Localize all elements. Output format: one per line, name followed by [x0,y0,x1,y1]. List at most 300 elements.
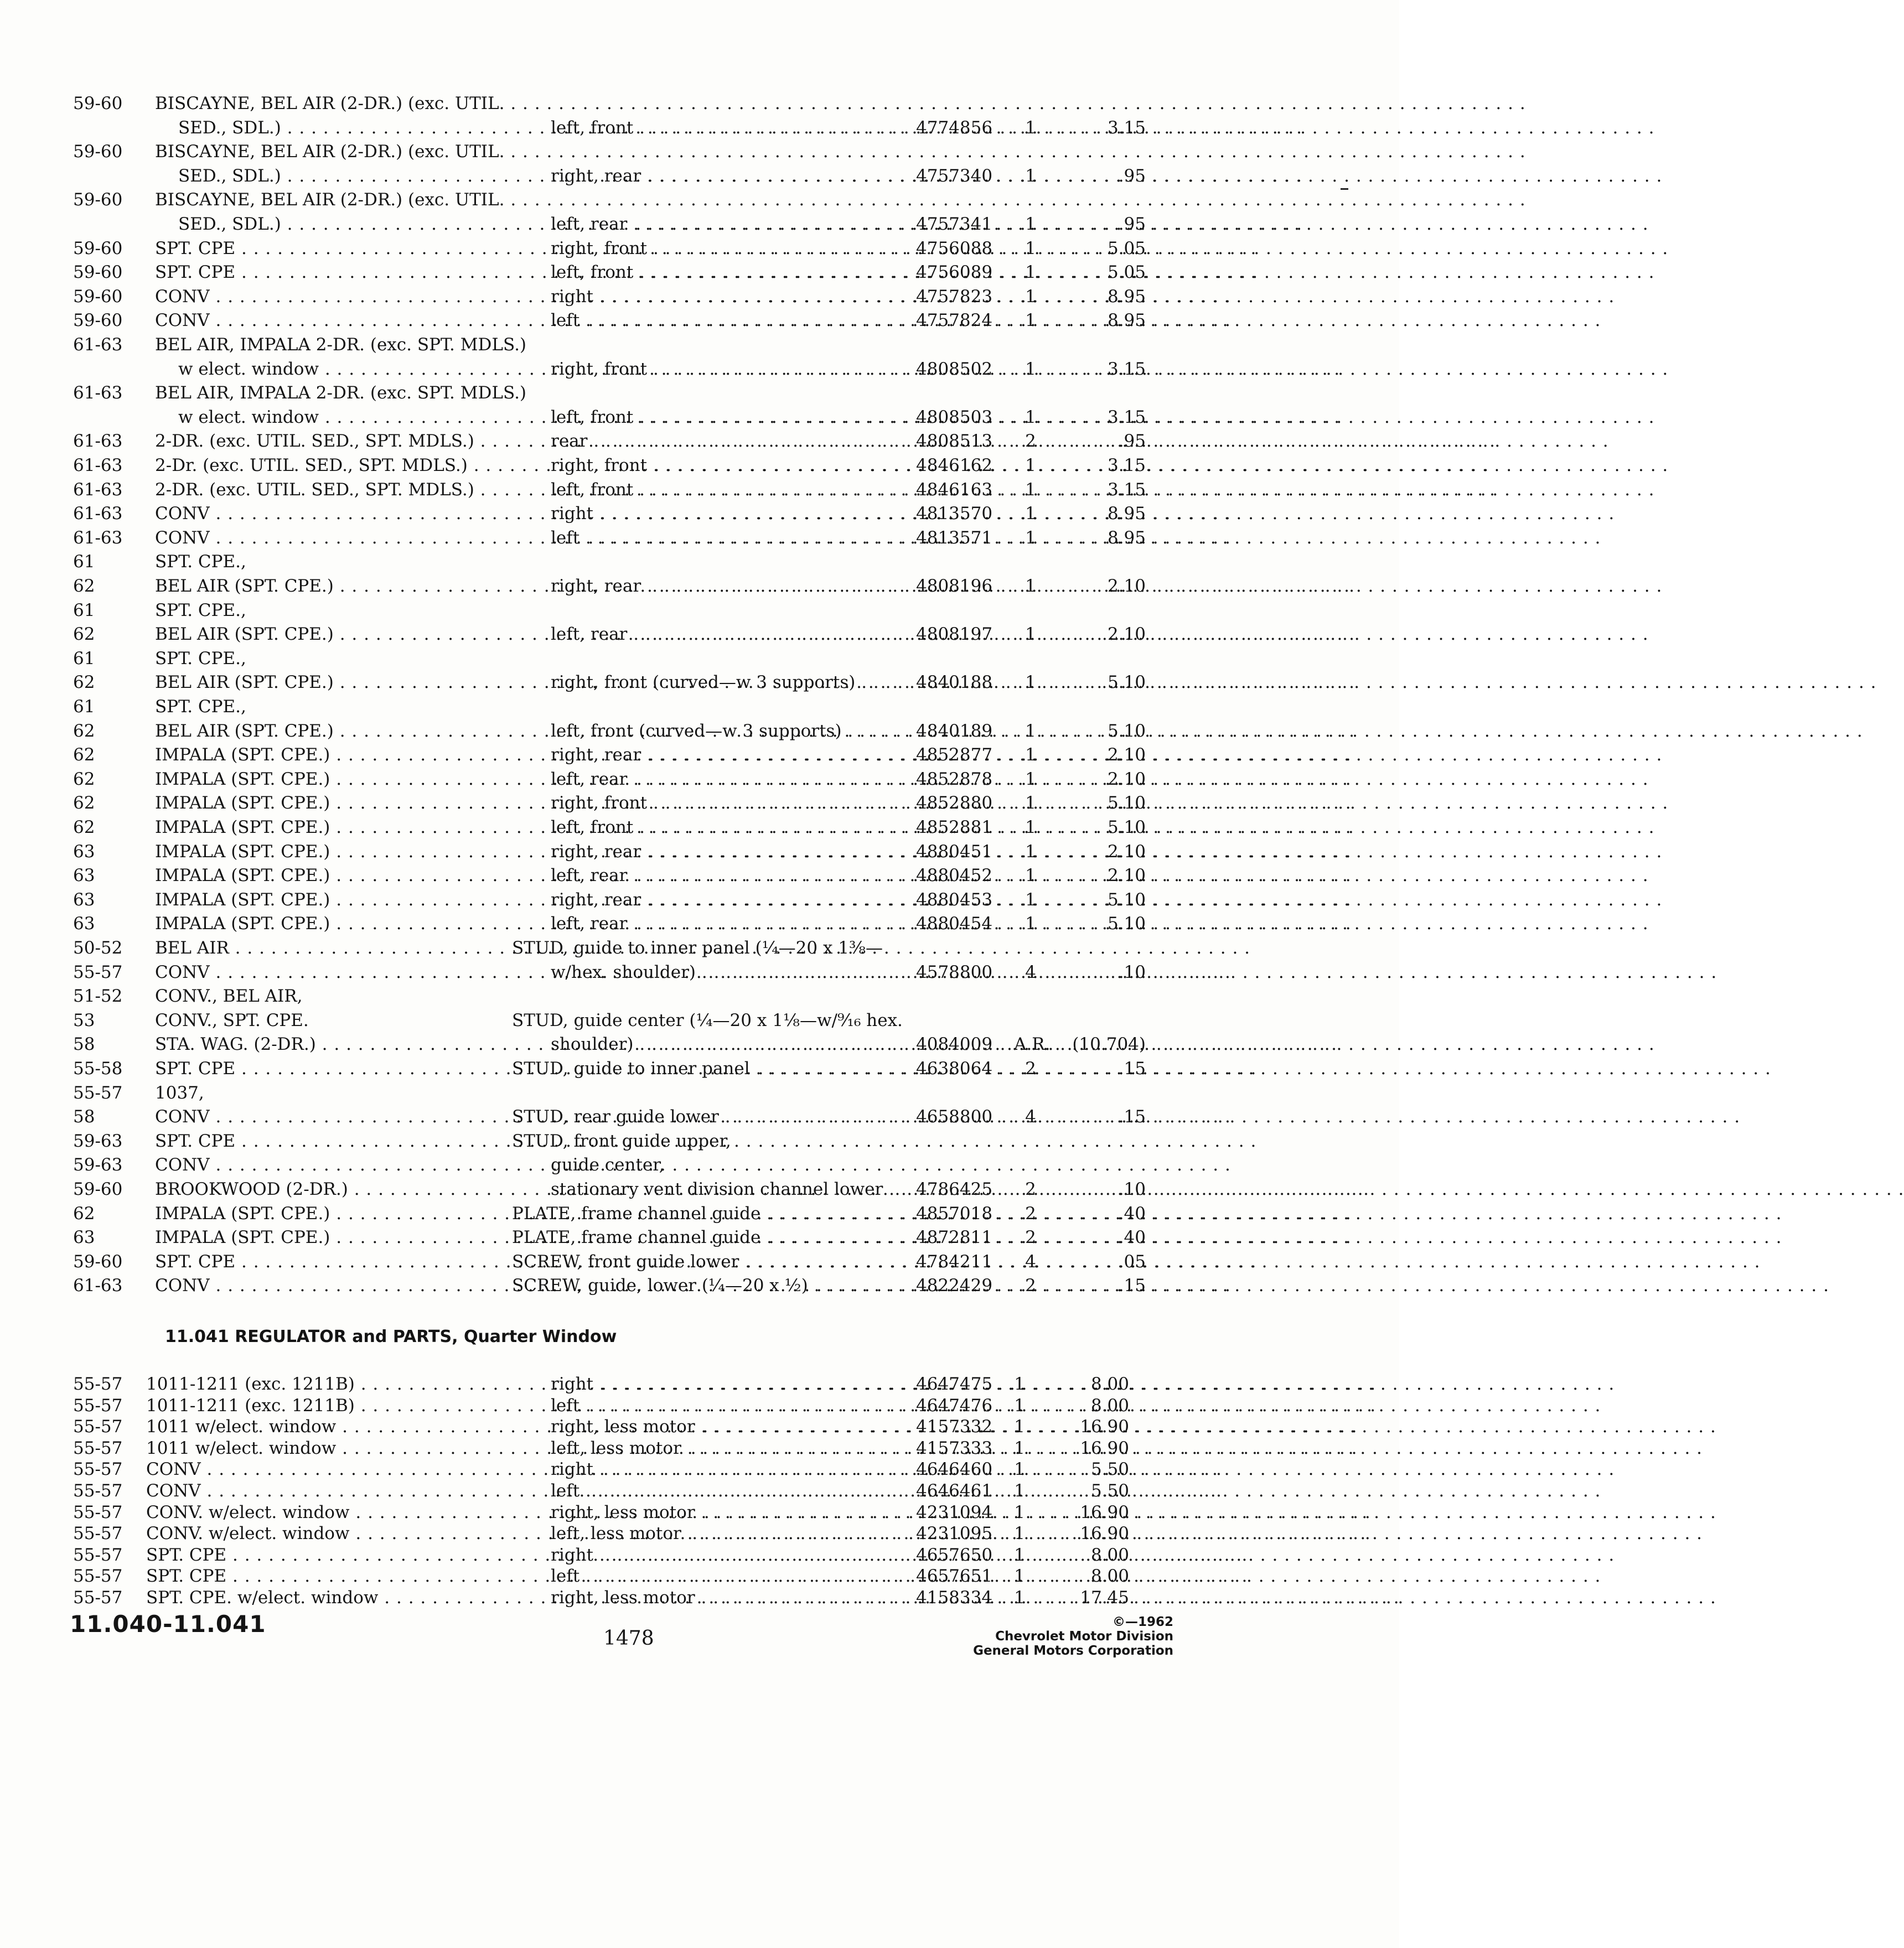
price-cell: .10 [1118,1179,1146,1199]
model-year-cell: 55-58 [73,1059,123,1079]
model-cell: BEL AIR . . . [155,936,498,960]
model-year-cell: 62 [73,745,95,765]
part-description-cell: shoulder) . . . [551,1033,899,1056]
model-year-cell: 59-63 [73,1131,123,1151]
part-description-cell: right, rear . . . [551,164,899,188]
part-description-cell: right, front . . . [551,791,899,815]
price-cell: 8.00 [1090,1566,1129,1587]
quantity-cell: 2 [1025,1059,1036,1079]
model-year-cell: 59-60 [73,310,123,331]
price-cell: 5.10 [1107,793,1146,814]
table-row [0,429,1399,453]
part-description-cell: left, rear . . . [551,623,899,646]
part-description-cell: right . . . [551,502,899,525]
model-cell: CONV . . . [155,1274,498,1297]
model-cell: SPT. CPE . . . [155,1250,498,1273]
model-year-cell: 61-63 [73,431,123,452]
part-number-cell: 4647476 [916,1395,993,1416]
model-cell: IMPALA (SPT. CPE.) . . . [155,888,498,911]
part-description-cell: STUD, front guide upper, [512,1131,731,1151]
page-number: 1478 [603,1627,654,1650]
table-row [0,188,1399,211]
quantity-cell: 1 [1014,1588,1025,1608]
part-description-cell: right, less motor . . . [551,1415,899,1438]
model-cell: IMPALA (SPT. CPE.) . . . [155,864,498,887]
model-cell: CONV., SPT. CPE. [155,1010,309,1030]
price-cell: 2.10 [1107,576,1146,596]
model-year-cell: 59-60 [73,286,123,307]
table-row [0,550,1399,573]
model-year-cell: 62 [73,1203,95,1224]
model-year-cell: 50-52 [73,938,123,958]
part-description-cell: left, front (curved—w 3 supports) . . . [551,719,899,743]
table-row [0,1153,1399,1177]
table-row [0,743,1399,766]
model-year-cell: 55-57 [73,1438,123,1458]
model-year-cell: 55-57 [73,1502,123,1522]
quantity-cell: 1 [1025,479,1036,500]
model-year-cell: 55-57 [73,1588,123,1608]
part-description-cell: left, front . . . [551,816,899,839]
table-row [0,1130,1399,1153]
price-cell: 8.95 [1107,310,1146,331]
model-cell: IMPALA (SPT. CPE.) . . . [155,1226,498,1249]
part-number-cell: 4846162 [916,455,993,475]
quantity-cell: 2 [1025,1276,1036,1296]
quantity-cell: 1 [1025,745,1036,765]
copyright-block [941,1615,1173,1658]
table-row [0,695,1399,718]
part-description-cell: PLATE, frame channel guide . . . [512,1202,861,1225]
copyright-year: ©—1962 [1112,1615,1173,1629]
table-row [0,1033,1399,1056]
part-description-cell: right, front (curved—w 3 supports) . . . [551,671,899,694]
part-description-cell: right . . . [551,1372,899,1396]
model-year-cell: 61-63 [73,383,123,403]
table-row [0,478,1399,501]
quantity-cell: 1 [1025,769,1036,789]
part-description-cell: left . . . [551,1394,899,1417]
model-year-cell: 63 [73,841,95,862]
part-description-cell: SCREW, guide, lower (¼—20 x ½) . . . [512,1274,861,1297]
part-number-cell: 4786425 [916,1179,993,1199]
table-row [0,1564,1399,1588]
price-cell: 5.10 [1107,914,1146,934]
table-row [0,1501,1399,1524]
part-number-cell: 4846163 [916,479,993,500]
quantity-cell: 1 [1025,455,1036,475]
price-cell: 5.10 [1107,889,1146,910]
model-year-cell: 62 [73,817,95,837]
quantity-cell: 1 [1025,286,1036,307]
price-cell: 3.15 [1107,479,1146,500]
model-cell: BEL AIR, IMPALA 2-DR. (exc. SPT. MDLS.) [155,383,527,403]
quantity-cell: 1 [1014,1438,1025,1458]
table-row [0,719,1399,743]
model-year-cell: 55-57 [73,1524,123,1544]
part-number-cell: 4578800 [916,962,993,982]
corporation-name: General Motors Corporation [973,1644,1173,1658]
model-year-cell: 62 [73,624,95,645]
price-cell: 8.00 [1090,1545,1129,1565]
part-description-cell: left . . . [551,526,899,550]
model-cell: 1011 w/elect. window . . . [146,1415,489,1438]
model-cell: BISCAYNE, BEL AIR (2-DR.) (exc. UTIL. . . . [155,188,498,211]
price-cell: 5.10 [1107,672,1146,693]
model-year-cell: 58 [73,1034,95,1055]
model-cell: BEL AIR (SPT. CPE.) . . . [155,671,498,694]
part-number-cell: 4647475 [916,1374,993,1394]
table-row [0,599,1399,622]
table-row [0,1202,1399,1225]
part-number-cell: 4638064 [916,1059,993,1079]
quantity-cell: 1 [1025,310,1036,331]
part-number-cell: 4880451 [916,841,993,862]
part-number-cell: 4808196 [916,576,993,596]
part-description-cell: left . . . [551,1479,899,1503]
price-cell: 17.45 [1080,1588,1129,1608]
model-year-cell: 55-57 [73,1459,123,1480]
quantity-cell: 4 [1025,962,1036,982]
table-row [0,888,1399,911]
part-description-cell: left, front . . . [551,478,899,501]
part-number-cell: 4756088 [916,238,993,258]
model-cell: IMPALA (SPT. CPE.) . . . [155,912,498,935]
model-cell: SPT. CPE . . . [146,1564,489,1588]
model-year-cell: 62 [73,576,95,596]
part-number-cell: 4813571 [916,527,993,548]
part-number-cell: 4808502 [916,359,993,379]
part-description-cell: left, less motor . . . [551,1522,899,1545]
quantity-cell: 1 [1025,238,1036,258]
quantity-cell: 2 [1025,1179,1036,1199]
model-cell: 1011 w/elect. window . . . [146,1437,489,1460]
table-row [0,1394,1399,1417]
quantity-cell: 2 [1025,431,1036,452]
price-cell: 2.10 [1107,841,1146,862]
table-row [0,333,1399,356]
table-row [0,237,1399,260]
model-cell: IMPALA (SPT. CPE.) . . . [155,1202,498,1225]
model-year-cell: 61 [73,697,95,717]
model-year-cell: 59-60 [73,190,123,210]
price-cell: 16.90 [1080,1417,1129,1437]
model-cell: CONV., BEL AIR, [155,986,303,1007]
table-row [0,671,1399,694]
part-description-cell: right . . . [551,285,899,308]
price-cell: 2.10 [1107,624,1146,645]
quantity-cell: 1 [1025,672,1036,693]
table-row [0,213,1399,236]
table-row [0,358,1399,381]
quantity-cell: 1 [1025,817,1036,837]
section-heading: 11.041 REGULATOR and PARTS, Quarter Window [165,1327,617,1346]
part-number-cell: 4840188 [916,672,993,693]
price-cell: 16.90 [1080,1502,1129,1522]
table-row [0,961,1399,984]
part-number-cell: 4757823 [916,286,993,307]
price-cell: 16.90 [1080,1438,1129,1458]
price-cell: 8.95 [1107,286,1146,307]
part-description-cell: guide center, [551,1155,665,1175]
model-cell: SPT. CPE., [155,600,246,620]
quantity-cell: 1 [1025,117,1036,138]
part-number-cell: 4840189 [916,721,993,741]
part-description-cell: STUD, rear guide lower . . . [512,1105,861,1128]
price-cell: 5.50 [1090,1459,1129,1480]
model-year-cell: 55-57 [73,962,123,982]
part-description-cell: PLATE, frame channel guide . . . [512,1226,861,1249]
table-row [0,1226,1399,1249]
part-number-cell: 4231094 [916,1502,993,1522]
part-number-cell: 4784211 [916,1251,993,1272]
price-cell: 5.10 [1107,817,1146,837]
quantity-cell: 4 [1025,1107,1036,1127]
model-cell: CONV . . . [155,1153,498,1177]
price-cell: 2.10 [1107,769,1146,789]
part-description-cell: right, front . . . [551,454,899,477]
table-row [0,1437,1399,1460]
quantity-cell: 4 [1025,1251,1036,1272]
table-row [0,574,1399,598]
model-year-cell: 55-57 [73,1545,123,1565]
quantity-cell: 1 [1025,841,1036,862]
table-row [0,647,1399,670]
quantity-cell: 1 [1025,527,1036,548]
model-cell: w elect. window . . . [178,406,521,429]
model-cell: 2-Dr. (exc. UTIL. SED., SPT. MDLS.) . . . [155,454,498,477]
part-description-cell: left, front . . . [551,116,899,139]
price-cell: .15 [1118,1276,1146,1296]
model-cell: BISCAYNE, BEL AIR (2-DR.) (exc. UTIL. . . . [155,92,498,115]
quantity-cell: 2 [1025,1203,1036,1224]
model-cell: SPT. CPE., [155,552,246,572]
model-cell: SED., SDL.) . . . [178,213,521,236]
quantity-cell: 1 [1025,262,1036,283]
part-description-cell: SCREW, front guide lower . . . [512,1250,861,1273]
part-number-cell: 4852880 [916,793,993,814]
part-number-cell: 4813570 [916,504,993,524]
model-year-cell: 61-63 [73,455,123,475]
model-cell: CONV. w/elect. window . . . [146,1522,489,1545]
model-cell: w elect. window . . . [178,358,521,381]
quantity-cell: 1 [1025,889,1036,910]
model-year-cell: 53 [73,1010,95,1030]
table-row [0,381,1399,405]
part-number-cell: 4808513 [916,431,993,452]
quantity-cell: 1 [1025,793,1036,814]
model-cell: BROOKWOOD (2-DR.) . . . [155,1178,498,1201]
model-cell: BISCAYNE, BEL AIR (2-DR.) (exc. UTIL. . . . [155,140,498,163]
model-cell: IMPALA (SPT. CPE.) . . . [155,743,498,766]
part-description-cell: right, rear . . . [551,574,899,598]
division-name: Chevrolet Motor Division [995,1629,1173,1644]
part-number-cell: 4158334 [916,1588,993,1608]
part-number-cell: 4757341 [916,214,993,234]
part-description-cell: right, rear . . . [551,888,899,911]
price-cell: 3.15 [1107,407,1146,427]
model-year-cell: 59-60 [73,94,123,113]
model-year-cell: 63 [73,866,95,886]
quantity-cell: 1 [1025,407,1036,427]
model-cell: SED., SDL.) . . . [178,116,521,139]
model-year-cell: 59-60 [73,238,123,258]
table-row [0,309,1399,332]
table-row [0,985,1399,1008]
part-description-cell: left . . . [551,1564,899,1588]
table-row [0,406,1399,429]
model-cell: BEL AIR, IMPALA 2-DR. (exc. SPT. MDLS.) [155,335,527,355]
model-year-cell: 61-63 [73,335,123,355]
part-number-cell: 4852878 [916,769,993,789]
model-cell: SPT. CPE . . . [155,1057,498,1080]
model-cell: CONV . . . [155,285,498,308]
price-cell: 8.00 [1090,1374,1129,1394]
model-year-cell: 61-63 [73,1276,123,1296]
table-row [0,1274,1399,1297]
part-description-cell: STUD, guide to inner panel . . . [512,1057,861,1080]
quantity-cell: 1 [1014,1566,1025,1587]
price-cell: .40 [1118,1227,1146,1248]
model-year-cell: 59-60 [73,142,123,162]
table-row [0,454,1399,477]
part-description-cell: left, less motor . . . [551,1437,899,1460]
table-row [0,1522,1399,1545]
part-description-cell: STUD, guide to inner panel (¼—20 x 1⅜— [512,938,883,958]
part-number-cell: 4808197 [916,624,993,645]
part-description-cell: right, less motor . . . [551,1501,899,1524]
table-row [0,1372,1399,1396]
part-description-cell: right . . . [551,1458,899,1481]
model-year-cell: 59-60 [73,1179,123,1199]
part-number-cell: 4157333 [916,1438,993,1458]
quantity-cell: 1 [1025,866,1036,886]
part-description-cell: right, rear . . . [551,840,899,863]
table-row [0,1415,1399,1438]
model-year-cell: 59-60 [73,1251,123,1272]
margin-mark [1341,188,1348,190]
model-cell: BEL AIR (SPT. CPE.) . . . [155,574,498,598]
model-cell: SED., SDL.) . . . [178,164,521,188]
model-year-cell: 55-57 [73,1395,123,1416]
quantity-cell: 1 [1025,504,1036,524]
quantity-cell: 1 [1025,214,1036,234]
table-row [0,116,1399,139]
table-row [0,1250,1399,1273]
quantity-cell: 1 [1014,1459,1025,1480]
quantity-cell: 1 [1025,721,1036,741]
part-description-cell: left, front . . . [551,261,899,284]
part-number-cell: 4857018 [916,1203,993,1224]
part-description-cell: w/hex. shoulder) . . . [551,961,899,984]
quantity-cell: 1 [1025,359,1036,379]
part-description-cell: right . . . [551,1543,899,1567]
model-year-cell: 55-57 [73,1417,123,1437]
part-number-cell: 4084009 [916,1034,993,1055]
model-year-cell: 62 [73,793,95,814]
table-row [0,1479,1399,1503]
quantity-cell: 1 [1014,1374,1025,1394]
model-year-cell: 55-57 [73,1566,123,1587]
model-cell: CONV . . . [146,1458,489,1481]
model-cell: SPT. CPE., [155,648,246,669]
model-cell: IMPALA (SPT. CPE.) . . . [155,768,498,791]
part-description-cell: stationary vent division channel lower . . . [551,1178,899,1201]
model-year-cell: 62 [73,769,95,789]
table-row [0,1057,1399,1080]
model-year-cell: 63 [73,889,95,910]
model-year-cell: 58 [73,1107,95,1127]
model-cell: 1011-1211 (exc. 1211B) . . . [146,1372,489,1396]
price-cell: 3.15 [1107,117,1146,138]
price-cell: 5.05 [1107,262,1146,283]
table-row [0,140,1399,163]
part-number-cell: 4852877 [916,745,993,765]
model-year-cell: 61-63 [73,504,123,524]
table-row [0,164,1399,188]
table-row [0,912,1399,935]
model-cell: CONV . . . [155,961,498,984]
model-cell: 2-DR. (exc. UTIL. SED., SPT. MDLS.) . . . [155,429,498,453]
table-row [0,1009,1399,1032]
model-cell: SPT. CPE., [155,697,246,717]
quantity-cell: 1 [1014,1481,1025,1501]
price-cell: 8.00 [1090,1395,1129,1416]
part-number-cell: 4231095 [916,1524,993,1544]
price-cell: 3.15 [1107,359,1146,379]
model-year-cell: 59-63 [73,1155,123,1175]
table-row [0,791,1399,815]
model-year-cell: 55-57 [73,1374,123,1394]
price-cell: .05 [1118,1251,1146,1272]
price-cell: 8.95 [1107,527,1146,548]
model-cell: CONV . . . [155,309,498,332]
model-year-cell: 62 [73,672,95,693]
part-description-cell: STUD, guide center (¼—20 x 1⅛—w/⁹⁄₁₆ hex. [512,1010,903,1030]
part-number-cell: 4880452 [916,866,993,886]
price-cell: 8.95 [1107,504,1146,524]
table-row [0,1081,1399,1105]
section-range-label: 11.040-11.041 [70,1610,266,1638]
model-cell: SPT. CPE. w/elect. window . . . [146,1586,489,1609]
table-row [0,526,1399,550]
model-year-cell: 61 [73,552,95,572]
table-row [0,502,1399,525]
table-row [0,1178,1399,1201]
table-row [0,1458,1399,1481]
part-number-cell: 4822429 [916,1276,993,1296]
model-cell: 1011-1211 (exc. 1211B) . . . [146,1394,489,1417]
quantity-cell: 1 [1014,1545,1025,1565]
model-cell: IMPALA (SPT. CPE.) . . . [155,840,498,863]
part-number-cell: 4852881 [916,817,993,837]
model-year-cell: 61-63 [73,479,123,500]
part-number-cell: 4774856 [916,117,993,138]
table-row [0,261,1399,284]
model-cell: SPT. CPE . . . [146,1543,489,1567]
model-year-cell: 55-57 [73,1481,123,1501]
table-row [0,92,1399,115]
price-cell: .95 [1118,165,1146,186]
part-number-cell: 4872811 [916,1227,993,1248]
model-year-cell: 61-63 [73,527,123,548]
price-cell: .95 [1118,214,1146,234]
quantity-cell: 1 [1014,1502,1025,1522]
quantity-cell: 1 [1014,1417,1025,1437]
table-row [0,1586,1399,1609]
price-cell: .10 [1118,962,1146,982]
price-cell: 5.05 [1107,238,1146,258]
